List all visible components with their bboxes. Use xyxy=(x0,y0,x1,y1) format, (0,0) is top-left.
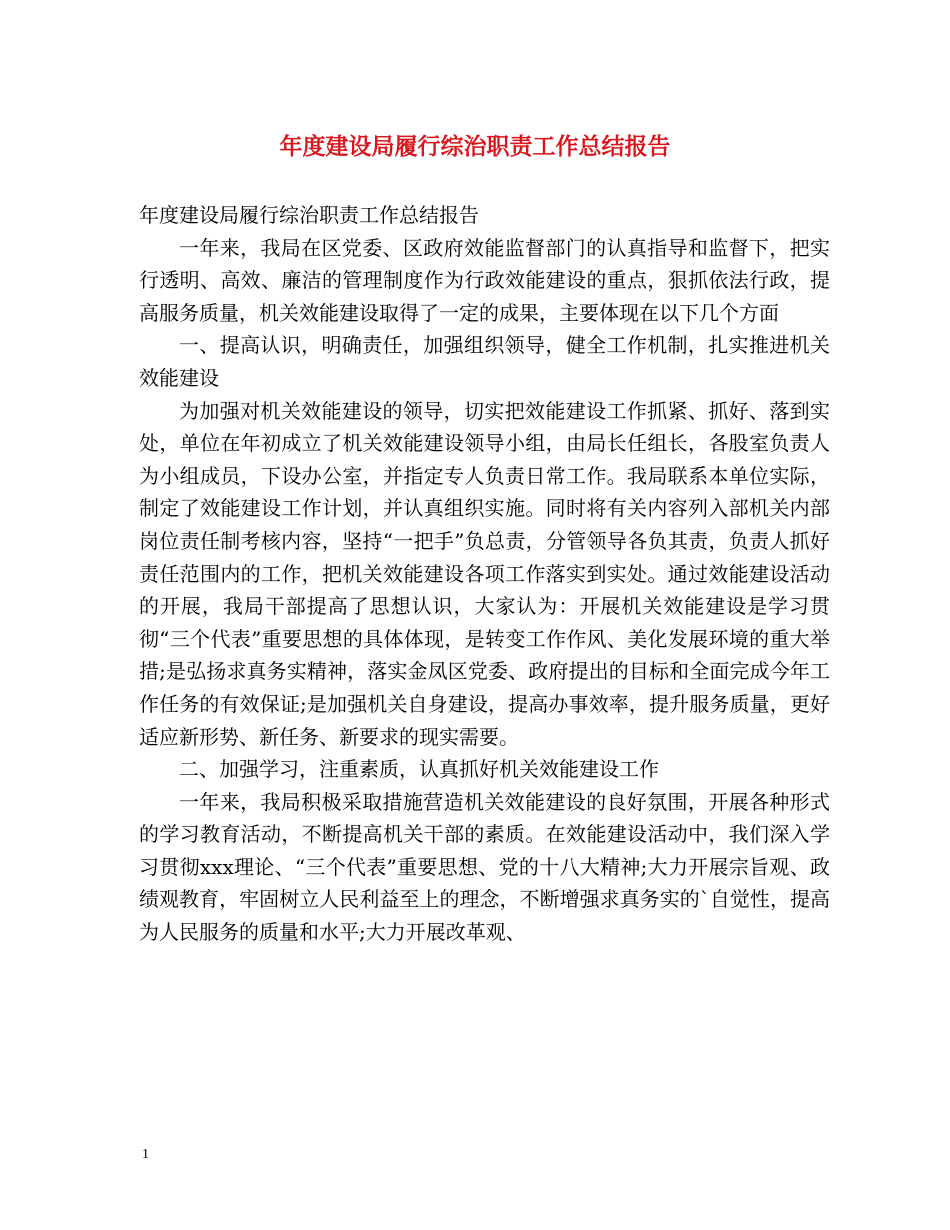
document-body xyxy=(139,199,830,949)
document-title: 年度建设局履行综治职责工作总结报告 xyxy=(279,133,671,160)
body-subtitle: 年度建设局履行综治职责工作总结报告 xyxy=(139,203,479,227)
section-heading-1: 一、提高认识，明确责任，加强组织领导，健全工作机制，扎实推进机关效能建设 xyxy=(139,333,830,390)
paragraph-section-2: 一年来，我局积极采取措施营造机关效能建设的良好氛围，开展各种形式的学习教育活动，不断提高机关干部的素质。在效能建设活动中，我们深入学习贯彻xxx理论、“三个代表”重要思想、党的十八大精神;大力开展宗旨观、政绩观教育，牢固树立人民利益至上的理念，不断增强求真务实的`自觉性，提高为人民服务的质量和水平;大力开展改革观、 xyxy=(139,789,830,945)
paragraph-section-1: 为加强对机关效能建设的领导，切实把效能建设工作抓紧、抓好、落到实处，单位在年初成立了机关效能建设领导小组，由局长任组长，各股室负责人为小组成员，下设办公室，并指定专人负责日常工作。我局联系本单位实际，制定了效能建设工作计划，并认真组织实施。同时将有关内容列入部机关内部岗位责任制考核内容，坚持“一把手”负总责，分管领导各负其责，负责人抓好责任范围内的工作，把机关效能建设各项工作落实到实处。通过效能建设活动的开展，我局干部提高了思想认识，大家认为：开展机关效能建设是学习贯彻“三个代表”重要思想的具体体现，是转变工作作风、美化发展环境的重大举措;是弘扬求真务实精神，落实金凤区党委、政府提出的目标和全面完成今年工作任务的有效保证;是加强机关自身建设，提高办事效率，提升服务质量，更好适应新形势、新任务、新要求的现实需要。 xyxy=(139,398,830,749)
page-number: 1 xyxy=(142,1147,149,1162)
section-heading-2: 二、加强学习，注重素质，认真抓好机关效能建设工作 xyxy=(179,757,659,782)
paragraph-intro: 一年来，我局在区党委、区政府效能监督部门的认真指导和监督下，把实行透明、高效、廉洁的管理制度作为行政效能建设的重点，狠抓依法行政，提高服务质量，机关效能建设取得了一定的成果，主要体现在以下几个方面 xyxy=(139,235,830,325)
